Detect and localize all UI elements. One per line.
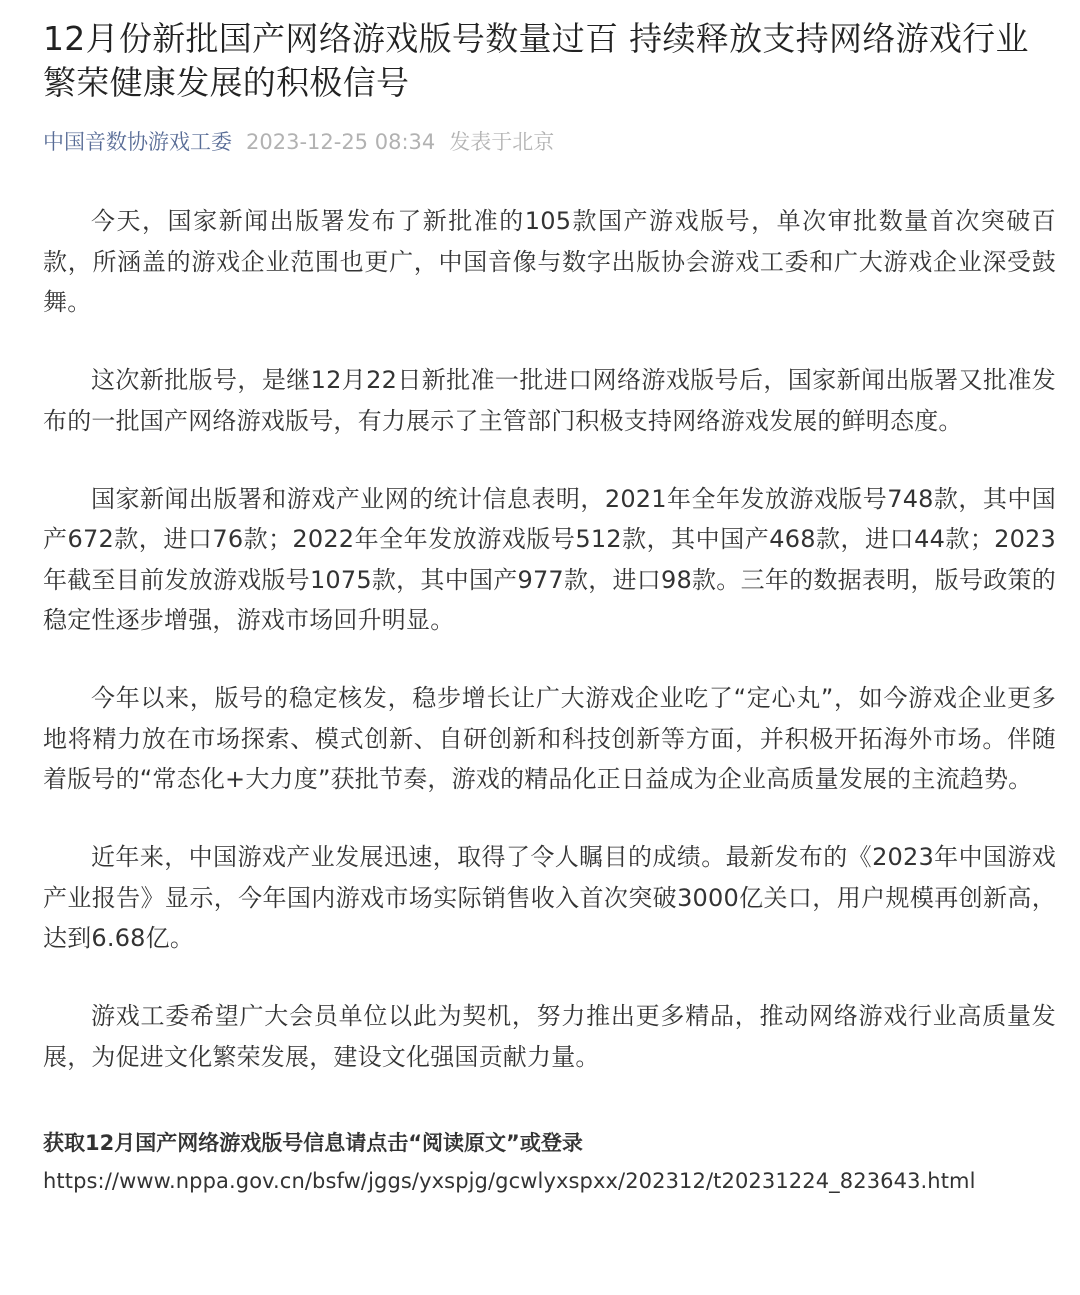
read-original-notice: 获取12月国产网络游戏版号信息请点击“阅读原文”或登录 <box>43 1131 583 1155</box>
paragraph: 游戏工委希望广大会员单位以此为契机，努力推出更多精品，推动网络游戏行业高质量发展，为促进文化繁荣发展，建设文化强国贡献力量。 <box>43 1002 1056 1071</box>
author-link[interactable]: 中国音数协游戏工委 <box>43 130 232 154</box>
publish-date: 2023-12-25 08:34 <box>246 130 436 154</box>
paragraph: 今年以来，版号的稳定核发，稳步增长让广大游戏企业吃了“定心丸”，如今游戏企业更多地将精力放在市场探索、模式创新、自研创新和科技创新等方面，并积极开拓海外市场。伴随着版号的“常态化+大力度”获批节奏，游戏的精品化正日益成为企业高质量发展的主流趋势。 <box>43 684 1056 793</box>
article-title: 12月份新批国产网络游戏版号数量过百 持续释放支持网络游戏行业繁荣健康发展的积极信号 <box>43 19 1029 102</box>
article-body <box>43 201 1056 1077</box>
paragraph: 这次新批版号，是继12月22日新批准一批进口网络游戏版号后，国家新闻出版署又批准发布的一批国产网络游戏版号，有力展示了主管部门积极支持网络游戏发展的鲜明态度。 <box>43 366 1056 435</box>
source-url: https://www.nppa.gov.cn/bsfw/jggs/yxspjg/gcwlyxspxx/202312/t20231224_823643.html <box>43 1169 976 1193</box>
article-meta <box>43 127 1056 157</box>
publish-location: 发表于北京 <box>449 130 555 154</box>
paragraph: 国家新闻出版署和游戏产业网的统计信息表明，2021年全年发放游戏版号748款，其中国产672款，进口76款；2022年全年发放游戏版号512款，其中国产468款，进口44款；2023年截至目前发放游戏版号1075款，其中国产977款，进口98款。三年的数据表明，版号政策的稳定性逐步增强，游戏市场回升明显。 <box>43 484 1056 634</box>
paragraph: 今天，国家新闻出版署发布了新批准的105款国产游戏版号，单次审批数量首次突破百款，所涵盖的游戏企业范围也更广，中国音像与数字出版协会游戏工委和广大游戏企业深受鼓舞。 <box>43 207 1056 316</box>
paragraph: 近年来，中国游戏产业发展迅速，取得了令人瞩目的成绩。最新发布的《2023年中国游戏产业报告》显示，今年国内游戏市场实际销售收入首次突破3000亿关口，用户规模再创新高，达到6.68亿。 <box>43 843 1056 952</box>
